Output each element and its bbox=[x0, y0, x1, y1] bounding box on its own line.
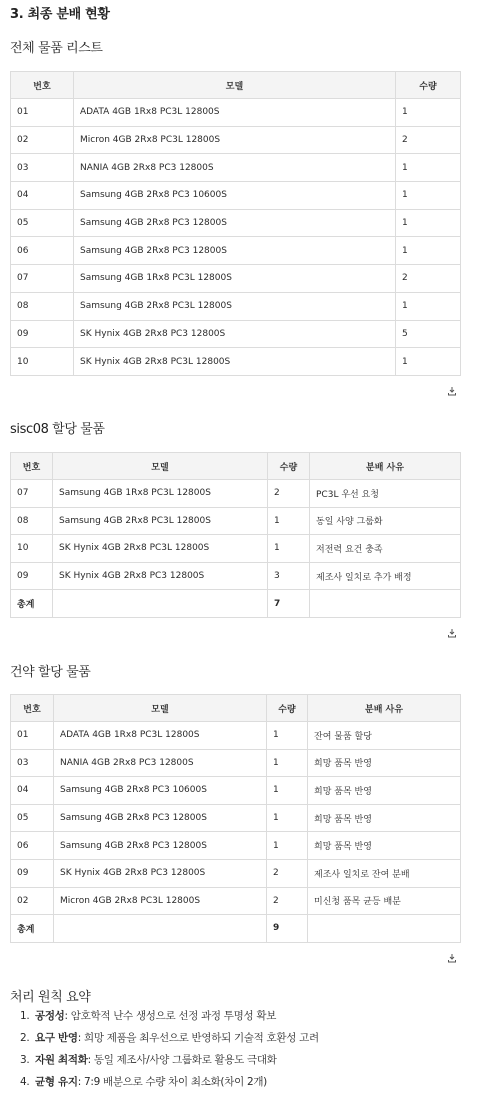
table-cell-empty bbox=[53, 590, 268, 618]
table-cell: 09 bbox=[11, 320, 74, 348]
summary-item-title: 균형 유지 bbox=[35, 1076, 78, 1088]
summary-item bbox=[20, 1031, 319, 1053]
table-cell: 3 bbox=[268, 562, 310, 590]
full-list-heading: 전체 물품 리스트 bbox=[10, 41, 103, 56]
table-cell: 희망 품목 반영 bbox=[308, 777, 461, 805]
table-cell: Samsung 4GB 2Rx8 PC3 12800S bbox=[54, 804, 267, 832]
table-cell: 희망 품목 반영 bbox=[308, 804, 461, 832]
table-cell-empty bbox=[54, 915, 267, 943]
summary-item-text: : 희망 제품을 최우선으로 반영하되 기술적 호환성 고려 bbox=[77, 1032, 319, 1044]
table-cell: 01 bbox=[11, 722, 54, 750]
summary-list bbox=[20, 1009, 319, 1093]
table-cell: Samsung 4GB 2Rx8 PC3 10600S bbox=[54, 777, 267, 805]
table-cell: NANIA 4GB 2Rx8 PC3 12800S bbox=[54, 749, 267, 777]
column-header: 분배 사유 bbox=[310, 453, 461, 480]
table-cell: ADATA 4GB 1Rx8 PC3L 12800S bbox=[54, 722, 267, 750]
column-header: 모델 bbox=[54, 695, 267, 722]
column-header: 분배 사유 bbox=[308, 695, 461, 722]
table-cell: 03 bbox=[11, 154, 74, 182]
table-cell: 1 bbox=[396, 209, 461, 237]
summary-item-number: 3. bbox=[20, 1054, 30, 1066]
table-cell: 1 bbox=[396, 99, 461, 127]
summary-item-title: 요구 반영 bbox=[35, 1032, 78, 1044]
total-row bbox=[11, 915, 461, 943]
table-cell: 08 bbox=[11, 507, 53, 535]
table-cell: 05 bbox=[11, 209, 74, 237]
summary-item-text: : 암호학적 난수 생성으로 선정 과정 투명성 확보 bbox=[64, 1010, 277, 1022]
section-title: 3. 최종 분배 현황 bbox=[10, 7, 110, 22]
table-cell: 1 bbox=[396, 237, 461, 265]
table-cell: 06 bbox=[11, 237, 74, 265]
summary-item-number: 2. bbox=[20, 1032, 30, 1044]
table-cell: 04 bbox=[11, 777, 54, 805]
summary-heading: 처리 원칙 요약 bbox=[10, 990, 91, 1005]
table-row bbox=[11, 126, 461, 154]
table-cell: 제조사 일치로 추가 배정 bbox=[310, 562, 461, 590]
table-cell: 2 bbox=[267, 859, 308, 887]
table-cell: 1 bbox=[267, 777, 308, 805]
table-row bbox=[11, 535, 461, 563]
table-cell: 02 bbox=[11, 126, 74, 154]
table-row bbox=[11, 507, 461, 535]
table-cell: Samsung 4GB 2Rx8 PC3 12800S bbox=[74, 237, 396, 265]
table-header-row bbox=[11, 72, 461, 99]
summary-item-number: 1. bbox=[20, 1010, 30, 1022]
table-cell: 2 bbox=[268, 480, 310, 508]
table-cell: 01 bbox=[11, 99, 74, 127]
table-cell: 잔여 물품 할당 bbox=[308, 722, 461, 750]
table-cell: 02 bbox=[11, 887, 54, 915]
sisc08-heading: sisc08 할당 물품 bbox=[10, 422, 105, 437]
table-row bbox=[11, 154, 461, 182]
table-cell: 10 bbox=[11, 348, 74, 376]
table-cell: 5 bbox=[396, 320, 461, 348]
table-cell: 09 bbox=[11, 859, 54, 887]
column-header: 수량 bbox=[267, 695, 308, 722]
table-cell-empty bbox=[308, 915, 461, 943]
table-cell: Samsung 4GB 1Rx8 PC3L 12800S bbox=[74, 265, 396, 293]
column-header: 번호 bbox=[11, 453, 53, 480]
table-cell: 저전력 요건 충족 bbox=[310, 535, 461, 563]
table-cell: Micron 4GB 2Rx8 PC3L 12800S bbox=[54, 887, 267, 915]
table-cell: Samsung 4GB 2Rx8 PC3 10600S bbox=[74, 182, 396, 210]
table-row bbox=[11, 777, 461, 805]
table-cell: 1 bbox=[267, 749, 308, 777]
table-row bbox=[11, 859, 461, 887]
table-row bbox=[11, 749, 461, 777]
table-cell: Samsung 4GB 2Rx8 PC3 12800S bbox=[74, 209, 396, 237]
column-header: 수량 bbox=[268, 453, 310, 480]
table-cell: ADATA 4GB 1Rx8 PC3L 12800S bbox=[74, 99, 396, 127]
table-cell: 1 bbox=[267, 832, 308, 860]
geonyak-heading: 건약 할당 물품 bbox=[10, 665, 91, 680]
table-cell: 미신청 품목 균등 배분 bbox=[308, 887, 461, 915]
table-cell: 03 bbox=[11, 749, 54, 777]
column-header: 모델 bbox=[53, 453, 268, 480]
total-value: 9 bbox=[267, 915, 308, 943]
table-cell: 08 bbox=[11, 292, 74, 320]
table-cell: 1 bbox=[396, 292, 461, 320]
summary-item-text: : 7:9 배분으로 수량 차이 최소화(차이 2개) bbox=[77, 1076, 267, 1088]
table-cell: SK Hynix 4GB 2Rx8 PC3L 12800S bbox=[74, 348, 396, 376]
sisc08-table bbox=[10, 452, 461, 618]
summary-item bbox=[20, 1009, 319, 1031]
column-header: 수량 bbox=[396, 72, 461, 99]
table-row bbox=[11, 209, 461, 237]
table-cell: PC3L 우선 요청 bbox=[310, 480, 461, 508]
table-row bbox=[11, 832, 461, 860]
full-list-table bbox=[10, 71, 461, 376]
table-cell: 10 bbox=[11, 535, 53, 563]
table-cell: NANIA 4GB 2Rx8 PC3 12800S bbox=[74, 154, 396, 182]
table-row bbox=[11, 265, 461, 293]
table-cell: 2 bbox=[396, 126, 461, 154]
summary-item-title: 공정성 bbox=[35, 1010, 65, 1022]
column-header: 번호 bbox=[11, 695, 54, 722]
summary-item-text: : 동일 제조사/사양 그룹화로 활용도 극대화 bbox=[87, 1054, 277, 1066]
table-row bbox=[11, 804, 461, 832]
table-cell: 1 bbox=[396, 154, 461, 182]
table-cell-empty bbox=[310, 590, 461, 618]
table-row bbox=[11, 99, 461, 127]
table-cell: 07 bbox=[11, 265, 74, 293]
total-label: 총계 bbox=[11, 590, 53, 618]
table-cell: SK Hynix 4GB 2Rx8 PC3L 12800S bbox=[53, 535, 268, 563]
geonyak-table bbox=[10, 694, 461, 943]
table-cell: 2 bbox=[396, 265, 461, 293]
download-icon[interactable] bbox=[447, 386, 457, 396]
download-icon[interactable] bbox=[447, 628, 457, 638]
summary-item bbox=[20, 1053, 319, 1075]
table-cell: 07 bbox=[11, 480, 53, 508]
table-row bbox=[11, 320, 461, 348]
table-cell: 09 bbox=[11, 562, 53, 590]
table-cell: 희망 품목 반영 bbox=[308, 832, 461, 860]
download-icon[interactable] bbox=[447, 953, 457, 963]
total-value: 7 bbox=[268, 590, 310, 618]
table-cell: 1 bbox=[396, 348, 461, 376]
table-cell: 희망 품목 반영 bbox=[308, 749, 461, 777]
table-cell: 04 bbox=[11, 182, 74, 210]
table-row bbox=[11, 292, 461, 320]
total-label: 총계 bbox=[11, 915, 54, 943]
table-cell: Samsung 4GB 1Rx8 PC3L 12800S bbox=[53, 480, 268, 508]
table-cell: 동일 사양 그룹화 bbox=[310, 507, 461, 535]
summary-item bbox=[20, 1075, 319, 1093]
total-row bbox=[11, 590, 461, 618]
table-cell: 06 bbox=[11, 832, 54, 860]
table-cell: Samsung 4GB 2Rx8 PC3L 12800S bbox=[74, 292, 396, 320]
table-row bbox=[11, 887, 461, 915]
table-row bbox=[11, 722, 461, 750]
table-cell: 2 bbox=[267, 887, 308, 915]
table-cell: 1 bbox=[267, 722, 308, 750]
column-header: 모델 bbox=[74, 72, 396, 99]
table-cell: SK Hynix 4GB 2Rx8 PC3 12800S bbox=[54, 859, 267, 887]
column-header: 번호 bbox=[11, 72, 74, 99]
table-cell: 05 bbox=[11, 804, 54, 832]
table-cell: 1 bbox=[268, 535, 310, 563]
table-cell: 1 bbox=[267, 804, 308, 832]
table-row bbox=[11, 562, 461, 590]
table-row bbox=[11, 480, 461, 508]
table-cell: Samsung 4GB 2Rx8 PC3L 12800S bbox=[53, 507, 268, 535]
table-row bbox=[11, 348, 461, 376]
table-cell: 1 bbox=[396, 182, 461, 210]
table-header-row bbox=[11, 695, 461, 722]
table-cell: 1 bbox=[268, 507, 310, 535]
table-row bbox=[11, 237, 461, 265]
table-cell: SK Hynix 4GB 2Rx8 PC3 12800S bbox=[74, 320, 396, 348]
table-cell: Samsung 4GB 2Rx8 PC3 12800S bbox=[54, 832, 267, 860]
summary-item-title: 자원 최적화 bbox=[35, 1054, 88, 1066]
table-cell: 제조사 일치로 잔여 분배 bbox=[308, 859, 461, 887]
table-cell: Micron 4GB 2Rx8 PC3L 12800S bbox=[74, 126, 396, 154]
table-cell: SK Hynix 4GB 2Rx8 PC3 12800S bbox=[53, 562, 268, 590]
summary-item-number: 4. bbox=[20, 1076, 30, 1088]
table-row bbox=[11, 182, 461, 210]
table-header-row bbox=[11, 453, 461, 480]
